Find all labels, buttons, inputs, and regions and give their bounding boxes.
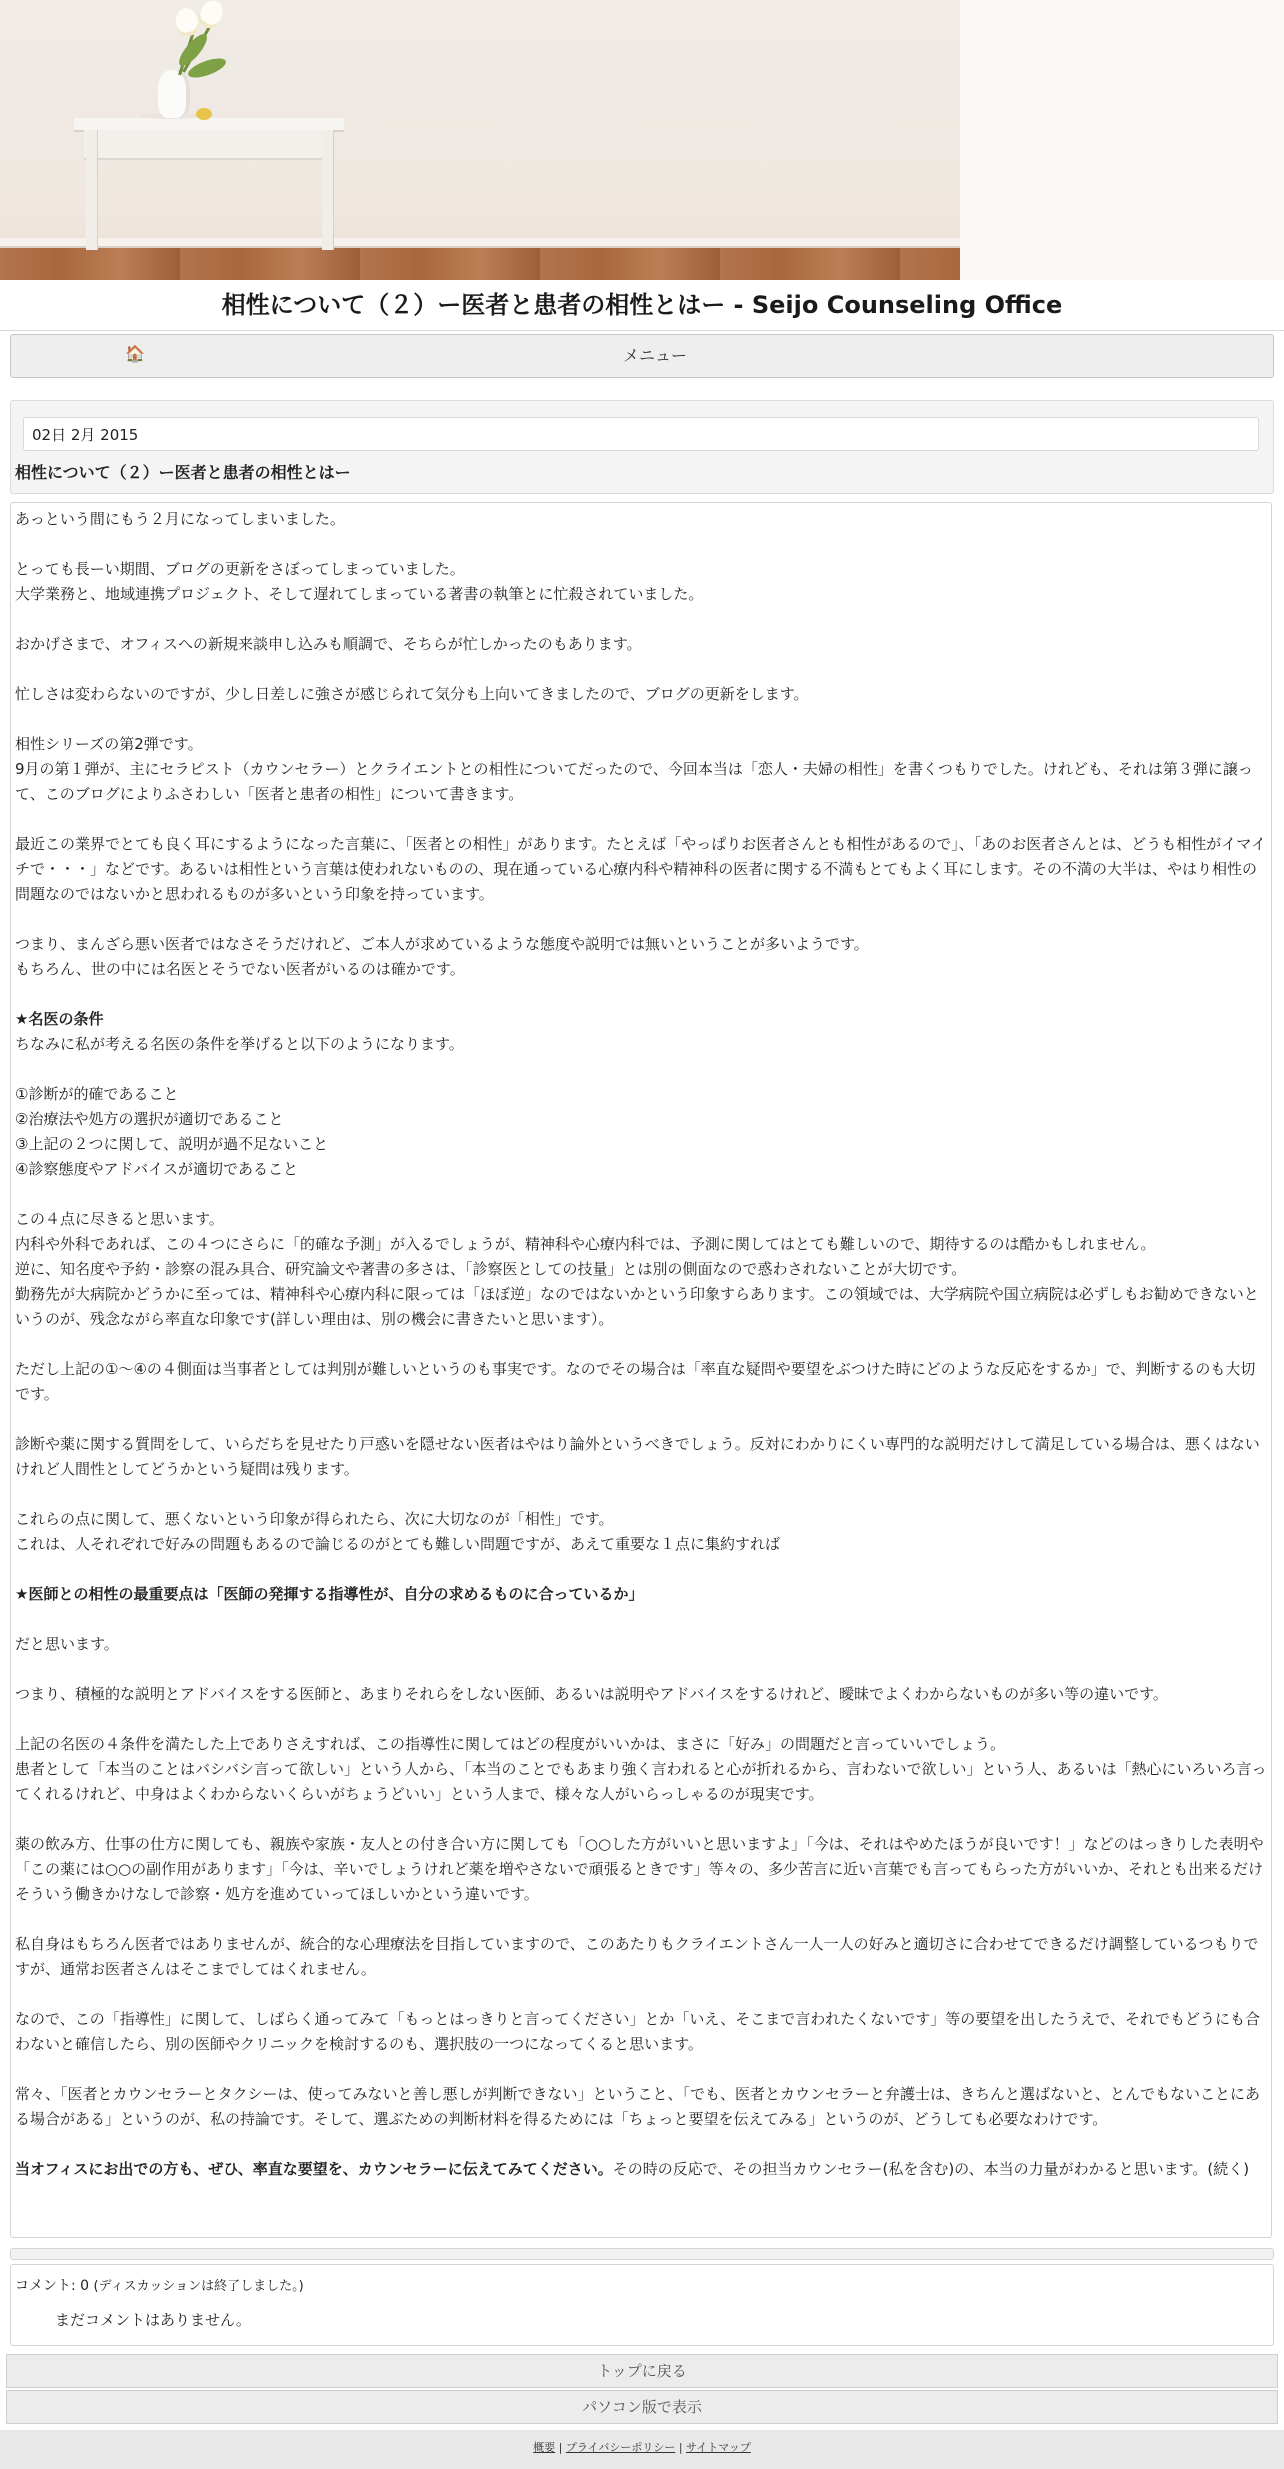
text-line: もちろん、世の中には名医とそうでない医者がいるのは確かです。 — [15, 960, 465, 978]
comment-label: コメント: 0 — [15, 2278, 90, 2294]
footer — [0, 2430, 1284, 2469]
floor — [0, 238, 960, 280]
divider — [10, 2248, 1274, 2260]
criteria-list — [15, 1082, 1267, 1182]
home-button[interactable] — [111, 339, 159, 369]
table-leg — [322, 130, 333, 250]
paragraph: つまり、積極的な説明とアドバイスをする医師と、あまりそれらをしない医師、あるいは説明やアドバイスをするけれど、曖昧でよくわからないものが多い等の違いです。 — [15, 1685, 1168, 1703]
text-line: つまり、まんざら悪い医者ではなさそうだけれど、ご本人が求めているような態度や説明では無いということが多いようです。 — [15, 935, 869, 953]
flower — [174, 6, 201, 37]
list-item: ③上記の２つに関して、説明が過不足ないこと — [15, 1135, 329, 1153]
emphasis-text: 当オフィスにお出での方も、ぜひ、率直な要望を、カウンセラーに伝えてみてください。 — [15, 2160, 613, 2178]
header-banner — [0, 0, 1284, 280]
paragraph: 忙しさは変わらないのですが、少し日差しに強さが感じられて気分も上向いてきましたので、ブログの更新をします。 — [15, 685, 809, 703]
paragraph: 最近この業界でとても良く耳にするようになった言葉に、「医者との相性」があります。たとえば「やっぱりお医者さんとも相性があるので」、「あのお医者さんとは、どうも相性がイマイチで・・・」などです。あるいは相性という言葉は使われないものの、現在通っている心療内科や精神科の医者に関する不満もとてもよく耳にします。その不満の大半は、やはり相性の問題なのではないかと思われるものが多いという印象を持っています。 — [15, 835, 1267, 903]
paragraph — [15, 1732, 1267, 1807]
text-line: その時の反応で、その担当カウンセラー(私を含む)の、本当の力量がわかると思います。(続く) — [612, 2160, 1250, 2178]
paragraph — [15, 2157, 1267, 2182]
paragraph: おかげさまで、オフィスへの新規来談申し込みも順調で、そちらが忙しかったのもあります。 — [15, 635, 642, 653]
flower — [194, 0, 227, 32]
text-line: とっても長ーい期間、ブログの更新をさぼってしまっていました。 — [15, 560, 465, 578]
footer-link-privacy[interactable]: プライバシーポリシー — [565, 2441, 676, 2454]
paragraph — [15, 932, 1267, 982]
text-line: 9月の第１弾が、主にセラピスト（カウンセラー）とクライエントとの相性についてだったので、今回本当は「恋人・夫婦の相性」を書くつもりでした。けれども、それは第３弾に譲って、このブログによりふさわしい「医者と患者の相性」について書きます。 — [15, 760, 1253, 803]
paragraph — [15, 1207, 1267, 1332]
comments-section — [10, 2264, 1274, 2346]
table-rail — [84, 130, 334, 160]
list-item: ④診察態度やアドバイスが適切であること — [15, 1160, 298, 1178]
paragraph: 私自身はもちろん医者ではありませんが、統合的な心理療法を目指していますので、このあたりもクライエントさん一人一人の好みと適切さに合わせてできるだけ調整しているつもりですが、通常お医者さんはそこまでしてはくれません。 — [15, 1935, 1259, 1978]
paragraph: だと思います。 — [15, 1635, 119, 1653]
nav-bar — [10, 334, 1274, 378]
footer-link-sitemap[interactable]: サイトマップ — [686, 2441, 751, 2454]
no-comments-text: まだコメントはありません。 — [55, 2311, 251, 2329]
table-leg — [86, 130, 97, 250]
paragraph: 常々、「医者とカウンセラーとタクシーは、使ってみないと善し悪しが判断できない」ということ、「でも、医者とカウンセラーと弁護士は、きちんと選ばないと、とんでもないことにある場合がある」というのが、私の持論です。そして、選ぶための判断材料を得るためには「ちょっと要望を伝えてみる」というのが、どうしても必要なわけです。 — [15, 2085, 1261, 2128]
post-title: 相性について（２）ー医者と患者の相性とはー — [15, 463, 351, 482]
post-date: 02日 2月 2015 — [23, 417, 1259, 451]
paragraph: なので、この「指導性」に関して、しばらく通ってみて「もっとはっきりと言ってください」とか「いえ、そこまで言われたくないです」等の要望を出したうえで、それでもどうにも合わないと確信したら、別の医師やクリニックを検討するのも、選択肢の一つになってくると思います。 — [15, 2010, 1261, 2053]
paragraph — [15, 1007, 1267, 1057]
section-heading: ★名医の条件 — [15, 1010, 104, 1028]
paragraph — [15, 557, 1267, 607]
text-line: これらの点に関して、悪くないという印象が得られたら、次に大切なのが「相性」です。 — [15, 1510, 614, 1528]
text-line: これは、人それぞれで好みの問題もあるので論じるのがとても難しい問題ですが、あえて重要な１点に集約すれば — [15, 1535, 781, 1553]
paragraph — [15, 1507, 1267, 1557]
comment-count — [15, 2275, 304, 2295]
paragraph: 薬の飲み方、仕事の仕方に関しても、親族や家族・友人との付き合い方に関しても「○○した方がいいと思いますよ」「今は、それはやめたほうが良いです！」などのはっきりした表明や「この薬には○○の副作用があります」「今は、辛いでしょうけれど薬を増やさないで頑張るときです」等々の、多少苦言に近い言葉でも言ってもらった方がいいか、それとも出来るだけそういう働きかけなしで診察・処方を進めていってほしいかという違いです。 — [15, 1835, 1264, 1903]
paragraph: 診断や薬に関する質問をして、いらだちを見せたり戸惑いを隠せない医者はやはり論外というべきでしょう。反対にわかりにくい専門的な説明だけして満足している場合は、悪くはないけれど人間性としてどうかという疑問は残ります。 — [15, 1435, 1260, 1478]
text-line: 逆に、知名度や予約・診察の混み具合、研究論文や著書の多さは、「診察医としての技量」とは別の側面なので惑わされないことが大切です。 — [15, 1260, 967, 1278]
section-heading: ★医師との相性の最重要点は「医師の発揮する指導性が、自分の求めるものに合っているか」 — [15, 1585, 644, 1603]
table-top — [74, 118, 344, 130]
footer-separator: | — [555, 2441, 566, 2454]
fruit — [196, 108, 212, 120]
comment-status: (ディスカッションは終了しました。) — [93, 2279, 304, 2294]
text-line: 上記の名医の４条件を満たした上でありさえすれば、この指導性に関してはどの程度がいいかは、まさに「好み」の問題だと言っていいでしょう。 — [15, 1735, 1006, 1753]
home-icon: 🏠 — [125, 344, 145, 363]
paragraph — [15, 732, 1267, 807]
header-photo — [0, 0, 960, 280]
post-header — [10, 400, 1274, 494]
back-to-top-button[interactable]: トップに戻る — [6, 2354, 1278, 2388]
pc-view-button[interactable]: パソコン版で表示 — [6, 2390, 1278, 2424]
paragraph: あっという間にもう２月になってしまいました。 — [15, 510, 345, 528]
menu-button[interactable]: メニュー — [622, 346, 687, 365]
text-line: ちなみに私が考える名医の条件を挙げると以下のようになります。 — [15, 1035, 464, 1053]
text-line: 内科や外科であれば、この４つにさらに「的確な予測」が入るでしょうが、精神科や心療内科では、予測に関してはとても難しいので、期待するのは酷かもしれません。 — [15, 1235, 1156, 1253]
list-item: ①診断が的確であること — [15, 1085, 179, 1103]
text-line: この４点に尽きると思います。 — [15, 1210, 224, 1228]
paragraph: ただし上記の①～④の４側面は当事者としては判別が難しいというのも事実です。なのでその場合は「率直な疑問や要望をぶつけた時にどのような反応をするか」で、判断するのも大切です。 — [15, 1360, 1256, 1403]
vase — [158, 70, 190, 118]
post-body — [10, 502, 1272, 2238]
footer-separator: | — [675, 2441, 687, 2454]
text-line: 相性シリーズの第2弾です。 — [15, 735, 203, 753]
text-line: 大学業務と、地域連携プロジェクト、そして遅れてしまっている著書の執筆とに忙殺されていました。 — [15, 585, 704, 603]
site-title: 相性について（２）ー医者と患者の相性とはー - Seijo Counseling Office — [0, 280, 1284, 331]
text-line: 勤務先が大病院かどうかに至っては、精神科や心療内科に限っては「ほぼ逆」なのではないかという印象すらあります。この領域では、大学病院や国立病院は必ずしもお勧めできないというのが、残念ながら率直な印象です(詳しい理由は、別の機会に書きたいと思います）。 — [15, 1285, 1259, 1328]
footer-link-overview[interactable]: 概要 — [533, 2441, 556, 2454]
list-item: ②治療法や処方の選択が適切であること — [15, 1110, 284, 1128]
text-line: 患者として「本当のことはバシバシ言って欲しい」という人から、「本当のことでもあまり強く言われると心が折れるから、言わないで欲しい」という人、あるいは「熱心にいろいろ言ってくれるけれど、中身はよくわからないくらいがちょうどいい」という人まで、様々な人がいらっしゃるのが現実です。 — [15, 1760, 1267, 1803]
